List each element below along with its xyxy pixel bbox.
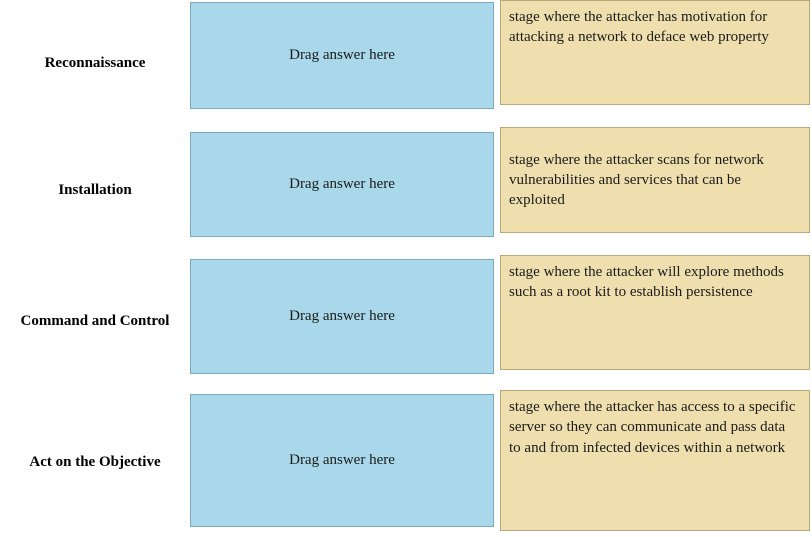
description-cell [500,255,812,387]
drop-cell [190,387,500,537]
table-row [0,255,812,387]
drop-cell [190,125,500,255]
table-row [0,0,812,125]
row-label-text: Installation [58,182,132,198]
description-cell [500,0,812,125]
row-label-text: Act on the Objective [29,454,161,470]
description-text: stage where the attacker scans for network vulnerabilities and services that can be exploited [509,151,764,209]
table-row [0,125,812,255]
description-text: stage where the attacker has access to a specific server so they can communicate and pass data to and from infected devices within a network [509,399,796,456]
row-label-act-on-the-objective [0,387,190,537]
description-text: stage where the attacker has motivation for attacking a network to deface web property [509,9,769,46]
drop-zone-placeholder: Drag answer here [289,452,395,468]
drop-zone-placeholder: Drag answer here [289,308,395,324]
drop-zone-placeholder: Drag answer here [289,176,395,192]
drop-cell [190,255,500,387]
description-box-command-and-control [500,255,810,370]
drop-zone-reconnaissance[interactable] [190,2,494,109]
description-box-installation [500,127,810,233]
description-text: stage where the attacker will explore methods such as a root kit to establish persistence [509,264,784,301]
row-label-reconnaissance [0,0,190,125]
description-box-reconnaissance [500,0,810,105]
drop-zone-placeholder: Drag answer here [289,47,395,63]
description-cell [500,387,812,537]
row-label-text: Reconnaissance [44,54,146,71]
description-box-act-on-the-objective [500,390,810,531]
drop-cell [190,0,500,125]
row-label-installation [0,125,190,255]
drop-zone-act-on-the-objective[interactable] [190,394,494,527]
row-label-command-and-control [0,255,190,387]
drop-zone-command-and-control[interactable] [190,259,494,374]
table-row [0,387,812,537]
row-label-text: Command and Control [20,313,170,329]
description-cell [500,125,812,255]
drop-zone-installation[interactable] [190,132,494,237]
